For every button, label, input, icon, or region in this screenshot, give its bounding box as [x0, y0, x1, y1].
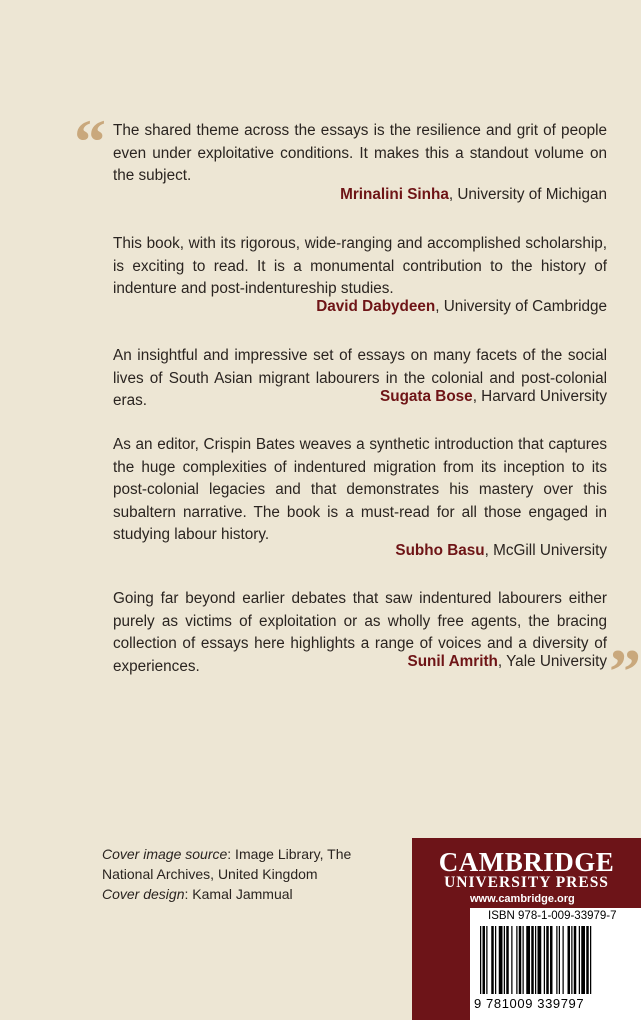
barcode-bar [499, 926, 503, 994]
cover-design-credit [102, 884, 402, 904]
barcode-bar [574, 926, 577, 994]
endorser-affiliation: , University of Cambridge [435, 298, 607, 315]
cover-image-value: : Image Library, The National Archives, United Kingdom [102, 846, 352, 882]
barcode-bar [483, 926, 486, 994]
endorsement-attribution [113, 651, 607, 673]
close-quote-icon: ” [609, 636, 641, 707]
endorser-name: David Dabydeen [316, 298, 436, 315]
barcode-bar [526, 926, 530, 994]
barcode-bar [506, 926, 509, 994]
open-quote-icon: “ [74, 106, 106, 177]
endorsement-text: As an editor, Crispin Bates weaves a synthetic introduction that captures the huge complexities of indentured migration from its inception to its post-colonial legacies and that demonstrates his mastery over this subaltern narrative. The book is a must-read for all those engaged in studying labour history. [113, 436, 607, 543]
barcode-bar [571, 926, 572, 994]
barcode-bar [531, 926, 534, 994]
barcode-bar [550, 926, 553, 994]
publisher-url: www.cambridge.org [470, 893, 575, 905]
cover-design-value: : Kamal Jammual [184, 886, 293, 902]
cover-design-label: Cover design [102, 886, 185, 902]
publisher-subtitle: UNIVERSITY PRESS [444, 874, 609, 891]
barcode-bar [491, 926, 494, 994]
endorser-name: Sugata Bose [380, 388, 473, 405]
publisher-name: CAMBRIDGE [438, 847, 615, 877]
isbn-label: ISBN 978-1-009-33979-7 [488, 910, 617, 922]
endorsement-text: The shared theme across the essays is the resilience and grit of people even under exploitative conditions. It makes this a standout volume on the subject. [113, 122, 607, 184]
barcode-bar [495, 926, 496, 994]
endorser-name: Mrinalini Sinha [340, 186, 449, 203]
barcode-bar [544, 926, 545, 994]
barcode-bar [586, 926, 589, 994]
barcode-bar [511, 926, 512, 994]
barcode-bar [590, 926, 591, 994]
barcode-icon [478, 926, 633, 996]
isbn-barcode [470, 908, 641, 1020]
endorsement-attribution [113, 184, 607, 206]
cover-credits [102, 844, 402, 904]
endorsement-attribution [113, 296, 607, 318]
endorsement-text: Going far beyond earlier debates that saw indentured labourers either purely as victims of exploitation or as wholly free agents, the bracing collection of essays here highlights a range of voices and a diversity of experiences. [113, 590, 607, 675]
cover-image-credit [102, 844, 402, 884]
barcode-bar [581, 926, 585, 994]
cover-image-label: Cover image source [102, 846, 228, 862]
isbn-digits: 9 781009 339797 [474, 996, 585, 1011]
endorser-affiliation: , University of Michigan [448, 186, 607, 203]
barcode-bar [486, 926, 487, 994]
barcode-bar [504, 926, 505, 994]
endorser-affiliation: , Yale University [497, 653, 607, 670]
barcode-bar [480, 926, 481, 994]
barcode-bar [563, 926, 564, 994]
endorser-affiliation: , Harvard University [472, 388, 607, 405]
barcode-bar [538, 926, 542, 994]
barcode-bar [523, 926, 524, 994]
barcode-bar [568, 926, 571, 994]
endorsement-attribution [113, 540, 607, 562]
barcode-bar [579, 926, 580, 994]
barcode-bar [516, 926, 517, 994]
barcode-bar [546, 926, 549, 994]
endorser-affiliation: , McGill University [484, 542, 607, 559]
barcode-bar [559, 926, 560, 994]
barcode-bar [535, 926, 536, 994]
endorsement-attribution [113, 386, 607, 408]
endorsement-text: This book, with its rigorous, wide-ranging and accomplished scholarship, is exciting to read. It is a monumental contribution to the history of indenture and post-indentureship studies. [113, 235, 607, 297]
barcode-bar [519, 926, 522, 994]
endorser-name: Subho Basu [395, 542, 485, 559]
barcode-bar [556, 926, 557, 994]
endorser-name: Sunil Amrith [407, 653, 498, 670]
endorsement-text: An insightful and impressive set of essays on many facets of the social lives of South Asian migrant labourers in the colonial and post-colonial eras. [113, 347, 607, 409]
